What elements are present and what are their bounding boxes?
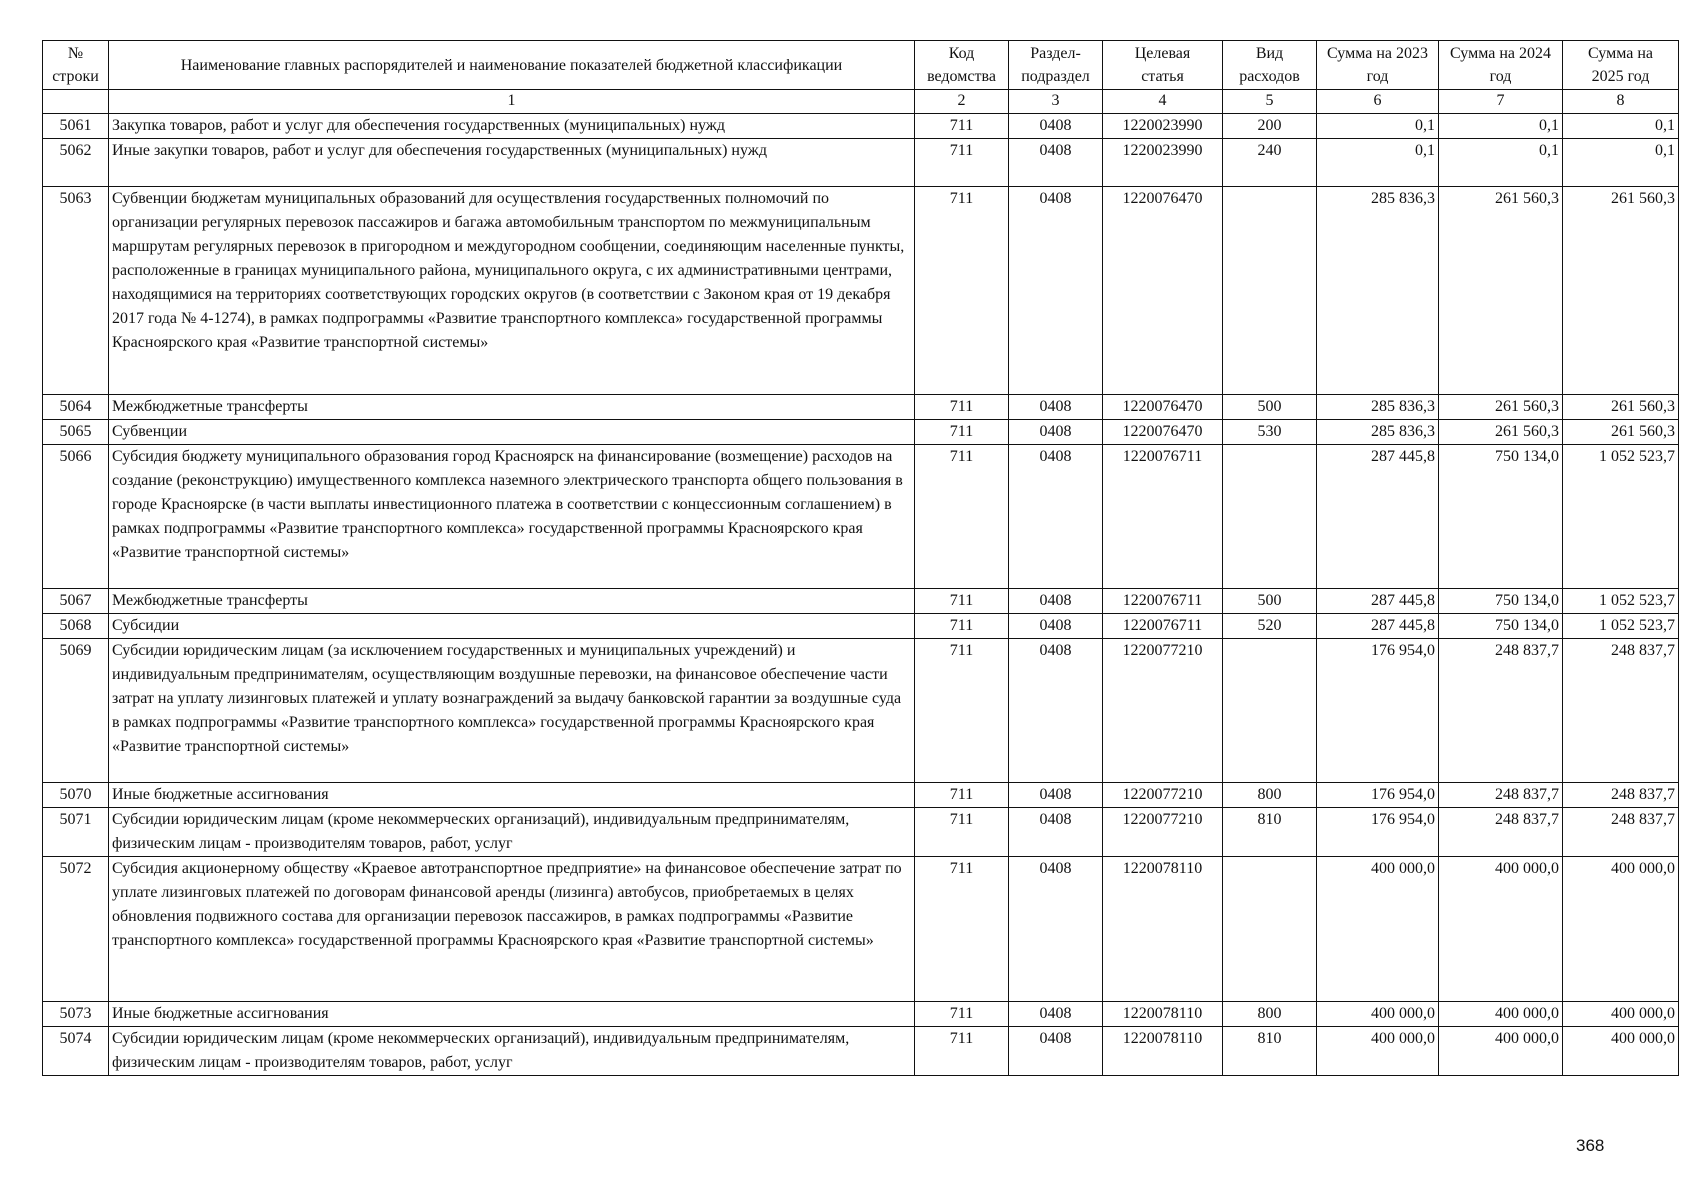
budget-sheet bbox=[42, 40, 1679, 1076]
sum-2024: 400 000,0 bbox=[1439, 857, 1563, 1002]
sum-2024: 750 134,0 bbox=[1439, 614, 1563, 639]
column-number: 1 bbox=[109, 90, 915, 114]
row-number: 5071 bbox=[43, 808, 109, 857]
sum-2025: 1 052 523,7 bbox=[1563, 445, 1679, 589]
table-row bbox=[43, 857, 1679, 1002]
header-sum-2023: Сумма на 2023 год bbox=[1317, 41, 1439, 90]
sum-2024: 248 837,7 bbox=[1439, 808, 1563, 857]
table-row bbox=[43, 589, 1679, 614]
dept-code: 711 bbox=[915, 639, 1009, 783]
target-code: 1220076470 bbox=[1103, 187, 1223, 395]
row-number: 5070 bbox=[43, 783, 109, 808]
row-number: 5063 bbox=[43, 187, 109, 395]
row-number: 5061 bbox=[43, 114, 109, 139]
dept-code: 711 bbox=[915, 1002, 1009, 1027]
target-code: 1220078110 bbox=[1103, 857, 1223, 1002]
dept-code: 711 bbox=[915, 420, 1009, 445]
column-number: 8 bbox=[1563, 90, 1679, 114]
target-code: 1220023990 bbox=[1103, 114, 1223, 139]
sum-2024: 750 134,0 bbox=[1439, 589, 1563, 614]
section-code: 0408 bbox=[1009, 857, 1103, 1002]
header-section: Раздел-подраздел bbox=[1009, 41, 1103, 90]
sum-2023: 0,1 bbox=[1317, 139, 1439, 187]
column-number: 3 bbox=[1009, 90, 1103, 114]
sum-2023: 176 954,0 bbox=[1317, 783, 1439, 808]
target-code: 1220078110 bbox=[1103, 1027, 1223, 1076]
table-row bbox=[43, 1027, 1679, 1076]
section-code: 0408 bbox=[1009, 639, 1103, 783]
row-name: Субсидия бюджету муниципального образования город Красноярск на финансирование (возмещение) расходов на создание (реконструкцию) имущественного комплекса наземного электрического транспорта общего пользования в городе Красноярске (в части выплаты инвестиционного платежа в соответствии с концессионным соглашением) в рамках подпрограммы «Развитие транспортного комплекса» государственной программы Красноярского края «Развитие транспортной системы» bbox=[109, 445, 915, 589]
table-row bbox=[43, 614, 1679, 639]
section-code: 0408 bbox=[1009, 139, 1103, 187]
sum-2024: 261 560,3 bbox=[1439, 395, 1563, 420]
sum-2024: 248 837,7 bbox=[1439, 639, 1563, 783]
sum-2025: 248 837,7 bbox=[1563, 783, 1679, 808]
row-number: 5072 bbox=[43, 857, 109, 1002]
target-code: 1220076711 bbox=[1103, 589, 1223, 614]
sum-2025: 0,1 bbox=[1563, 114, 1679, 139]
row-number: 5067 bbox=[43, 589, 109, 614]
sum-2024: 261 560,3 bbox=[1439, 187, 1563, 395]
sum-2023: 287 445,8 bbox=[1317, 614, 1439, 639]
row-number: 5066 bbox=[43, 445, 109, 589]
table-row bbox=[43, 445, 1679, 589]
column-number bbox=[43, 90, 109, 114]
row-number: 5064 bbox=[43, 395, 109, 420]
expense-type-code: 240 bbox=[1223, 139, 1317, 187]
header-row bbox=[43, 41, 1679, 90]
row-number: 5068 bbox=[43, 614, 109, 639]
table-row bbox=[43, 114, 1679, 139]
target-code: 1220076711 bbox=[1103, 445, 1223, 589]
sum-2024: 0,1 bbox=[1439, 139, 1563, 187]
sum-2025: 400 000,0 bbox=[1563, 1002, 1679, 1027]
section-code: 0408 bbox=[1009, 114, 1103, 139]
expense-type-code: 800 bbox=[1223, 783, 1317, 808]
dept-code: 711 bbox=[915, 187, 1009, 395]
column-number: 5 bbox=[1223, 90, 1317, 114]
dept-code: 711 bbox=[915, 857, 1009, 1002]
section-code: 0408 bbox=[1009, 445, 1103, 589]
header-sum-2024: Сумма на 2024 год bbox=[1439, 41, 1563, 90]
section-code: 0408 bbox=[1009, 395, 1103, 420]
column-number: 4 bbox=[1103, 90, 1223, 114]
dept-code: 711 bbox=[915, 1027, 1009, 1076]
expense-type-code bbox=[1223, 187, 1317, 395]
expense-type-code bbox=[1223, 639, 1317, 783]
header-sum-2025: Сумма на 2025 год bbox=[1563, 41, 1679, 90]
row-name: Субсидия акционерному обществу «Краевое автотранспортное предприятие» на финансовое обеспечение затрат по уплате лизинговых платежей по договорам финансовой аренды (лизинга) автобусов, приобретаемых в целях обновления подвижного состава для организации перевозок пассажиров, в рамках подпрограммы «Развитие транспортного комплекса» государственной программы Красноярского края «Развитие транспортной системы» bbox=[109, 857, 915, 1002]
section-code: 0408 bbox=[1009, 1002, 1103, 1027]
expense-type-code: 800 bbox=[1223, 1002, 1317, 1027]
row-name: Иные закупки товаров, работ и услуг для обеспечения государственных (муниципальных) нужд bbox=[109, 139, 915, 187]
section-code: 0408 bbox=[1009, 420, 1103, 445]
sum-2025: 261 560,3 bbox=[1563, 395, 1679, 420]
row-name: Межбюджетные трансферты bbox=[109, 589, 915, 614]
section-code: 0408 bbox=[1009, 808, 1103, 857]
dept-code: 711 bbox=[915, 589, 1009, 614]
header-dept-code: Код ведомства bbox=[915, 41, 1009, 90]
dept-code: 711 bbox=[915, 783, 1009, 808]
row-number: 5062 bbox=[43, 139, 109, 187]
expense-type-code: 530 bbox=[1223, 420, 1317, 445]
header-expense-type: Вид расходов bbox=[1223, 41, 1317, 90]
table-row bbox=[43, 420, 1679, 445]
row-name: Субсидии bbox=[109, 614, 915, 639]
dept-code: 711 bbox=[915, 445, 1009, 589]
section-code: 0408 bbox=[1009, 187, 1103, 395]
expense-type-code bbox=[1223, 445, 1317, 589]
section-code: 0408 bbox=[1009, 614, 1103, 639]
sum-2025: 0,1 bbox=[1563, 139, 1679, 187]
row-name: Субсидии юридическим лицам (кроме некоммерческих организаций), индивидуальным предпринимателям, физическим лицам - производителям товаров, работ, услуг bbox=[109, 808, 915, 857]
row-name: Иные бюджетные ассигнования bbox=[109, 783, 915, 808]
table-row bbox=[43, 783, 1679, 808]
sum-2023: 287 445,8 bbox=[1317, 445, 1439, 589]
sum-2023: 0,1 bbox=[1317, 114, 1439, 139]
column-number: 2 bbox=[915, 90, 1009, 114]
row-number: 5073 bbox=[43, 1002, 109, 1027]
sum-2023: 176 954,0 bbox=[1317, 808, 1439, 857]
row-name: Субвенции бюджетам муниципальных образований для осуществления государственных полномочий по организации регулярных перевозок пассажиров и багажа автомобильным транспортом по межмуниципальным маршрутам регулярных перевозок в пригородном и междугородном сообщении, соединяющим населенные пункты, расположенные в границах муниципального района, муниципального округа, с их административными центрами, находящимися на территориях соответствующих городских округов (в соответствии с Законом края от 19 декабря 2017 года № 4-1274), в рамках подпрограммы «Развитие транспортного комплекса» государственной программы Красноярского края «Развитие транспортной системы» bbox=[109, 187, 915, 395]
target-code: 1220076711 bbox=[1103, 614, 1223, 639]
section-code: 0408 bbox=[1009, 783, 1103, 808]
table-row bbox=[43, 808, 1679, 857]
sum-2023: 285 836,3 bbox=[1317, 420, 1439, 445]
sum-2023: 400 000,0 bbox=[1317, 1027, 1439, 1076]
page-number: 368 bbox=[1576, 1136, 1605, 1155]
sum-2023: 400 000,0 bbox=[1317, 1002, 1439, 1027]
sum-2025: 1 052 523,7 bbox=[1563, 589, 1679, 614]
sum-2025: 248 837,7 bbox=[1563, 639, 1679, 783]
table-row bbox=[43, 187, 1679, 395]
table-row bbox=[43, 639, 1679, 783]
sum-2025: 248 837,7 bbox=[1563, 808, 1679, 857]
sum-2024: 261 560,3 bbox=[1439, 420, 1563, 445]
target-code: 1220023990 bbox=[1103, 139, 1223, 187]
sum-2025: 400 000,0 bbox=[1563, 1027, 1679, 1076]
row-name: Субсидии юридическим лицам (за исключением государственных и муниципальных учреждений) и индивидуальным предпринимателям, осуществляющим воздушные перевозки, на финансовое обеспечение части затрат на уплату лизинговых платежей и уплату вознаграждений за выдачу банковской гарантии за воздушные суда в рамках подпрограммы «Развитие транспортного комплекса» государственной программы Красноярского края «Развитие транспортной системы» bbox=[109, 639, 915, 783]
sum-2023: 285 836,3 bbox=[1317, 395, 1439, 420]
sum-2024: 750 134,0 bbox=[1439, 445, 1563, 589]
table-row bbox=[43, 395, 1679, 420]
dept-code: 711 bbox=[915, 395, 1009, 420]
row-name: Закупка товаров, работ и услуг для обеспечения государственных (муниципальных) нужд bbox=[109, 114, 915, 139]
expense-type-code: 520 bbox=[1223, 614, 1317, 639]
row-name: Субвенции bbox=[109, 420, 915, 445]
expense-type-code: 810 bbox=[1223, 808, 1317, 857]
dept-code: 711 bbox=[915, 114, 1009, 139]
sum-2023: 287 445,8 bbox=[1317, 589, 1439, 614]
sum-2024: 0,1 bbox=[1439, 114, 1563, 139]
row-name: Субсидии юридическим лицам (кроме некоммерческих организаций), индивидуальным предпринимателям, физическим лицам - производителям товаров, работ, услуг bbox=[109, 1027, 915, 1076]
section-code: 0408 bbox=[1009, 1027, 1103, 1076]
dept-code: 711 bbox=[915, 139, 1009, 187]
sum-2025: 261 560,3 bbox=[1563, 420, 1679, 445]
row-name: Иные бюджетные ассигнования bbox=[109, 1002, 915, 1027]
row-number: 5065 bbox=[43, 420, 109, 445]
header-row-no: № строки bbox=[43, 41, 109, 90]
target-code: 1220077210 bbox=[1103, 783, 1223, 808]
header-target: Целевая статья bbox=[1103, 41, 1223, 90]
target-code: 1220077210 bbox=[1103, 639, 1223, 783]
column-number: 6 bbox=[1317, 90, 1439, 114]
expense-type-code bbox=[1223, 857, 1317, 1002]
column-number: 7 bbox=[1439, 90, 1563, 114]
sum-2023: 400 000,0 bbox=[1317, 857, 1439, 1002]
sum-2023: 285 836,3 bbox=[1317, 187, 1439, 395]
sum-2025: 400 000,0 bbox=[1563, 857, 1679, 1002]
sum-2023: 176 954,0 bbox=[1317, 639, 1439, 783]
section-code: 0408 bbox=[1009, 589, 1103, 614]
target-code: 1220076470 bbox=[1103, 395, 1223, 420]
row-number: 5074 bbox=[43, 1027, 109, 1076]
dept-code: 711 bbox=[915, 808, 1009, 857]
header-name: Наименование главных распорядителей и наименование показателей бюджетной классификации bbox=[109, 41, 915, 90]
dept-code: 711 bbox=[915, 614, 1009, 639]
target-code: 1220077210 bbox=[1103, 808, 1223, 857]
row-number: 5069 bbox=[43, 639, 109, 783]
expense-type-code: 500 bbox=[1223, 395, 1317, 420]
table-row bbox=[43, 139, 1679, 187]
expense-type-code: 810 bbox=[1223, 1027, 1317, 1076]
sum-2024: 400 000,0 bbox=[1439, 1027, 1563, 1076]
sum-2024: 248 837,7 bbox=[1439, 783, 1563, 808]
expense-type-code: 200 bbox=[1223, 114, 1317, 139]
target-code: 1220078110 bbox=[1103, 1002, 1223, 1027]
expense-type-code: 500 bbox=[1223, 589, 1317, 614]
sum-2025: 1 052 523,7 bbox=[1563, 614, 1679, 639]
target-code: 1220076470 bbox=[1103, 420, 1223, 445]
budget-table bbox=[42, 40, 1679, 1076]
table-row bbox=[43, 1002, 1679, 1027]
sum-2024: 400 000,0 bbox=[1439, 1002, 1563, 1027]
column-number-row bbox=[43, 90, 1679, 114]
row-name: Межбюджетные трансферты bbox=[109, 395, 915, 420]
sum-2025: 261 560,3 bbox=[1563, 187, 1679, 395]
